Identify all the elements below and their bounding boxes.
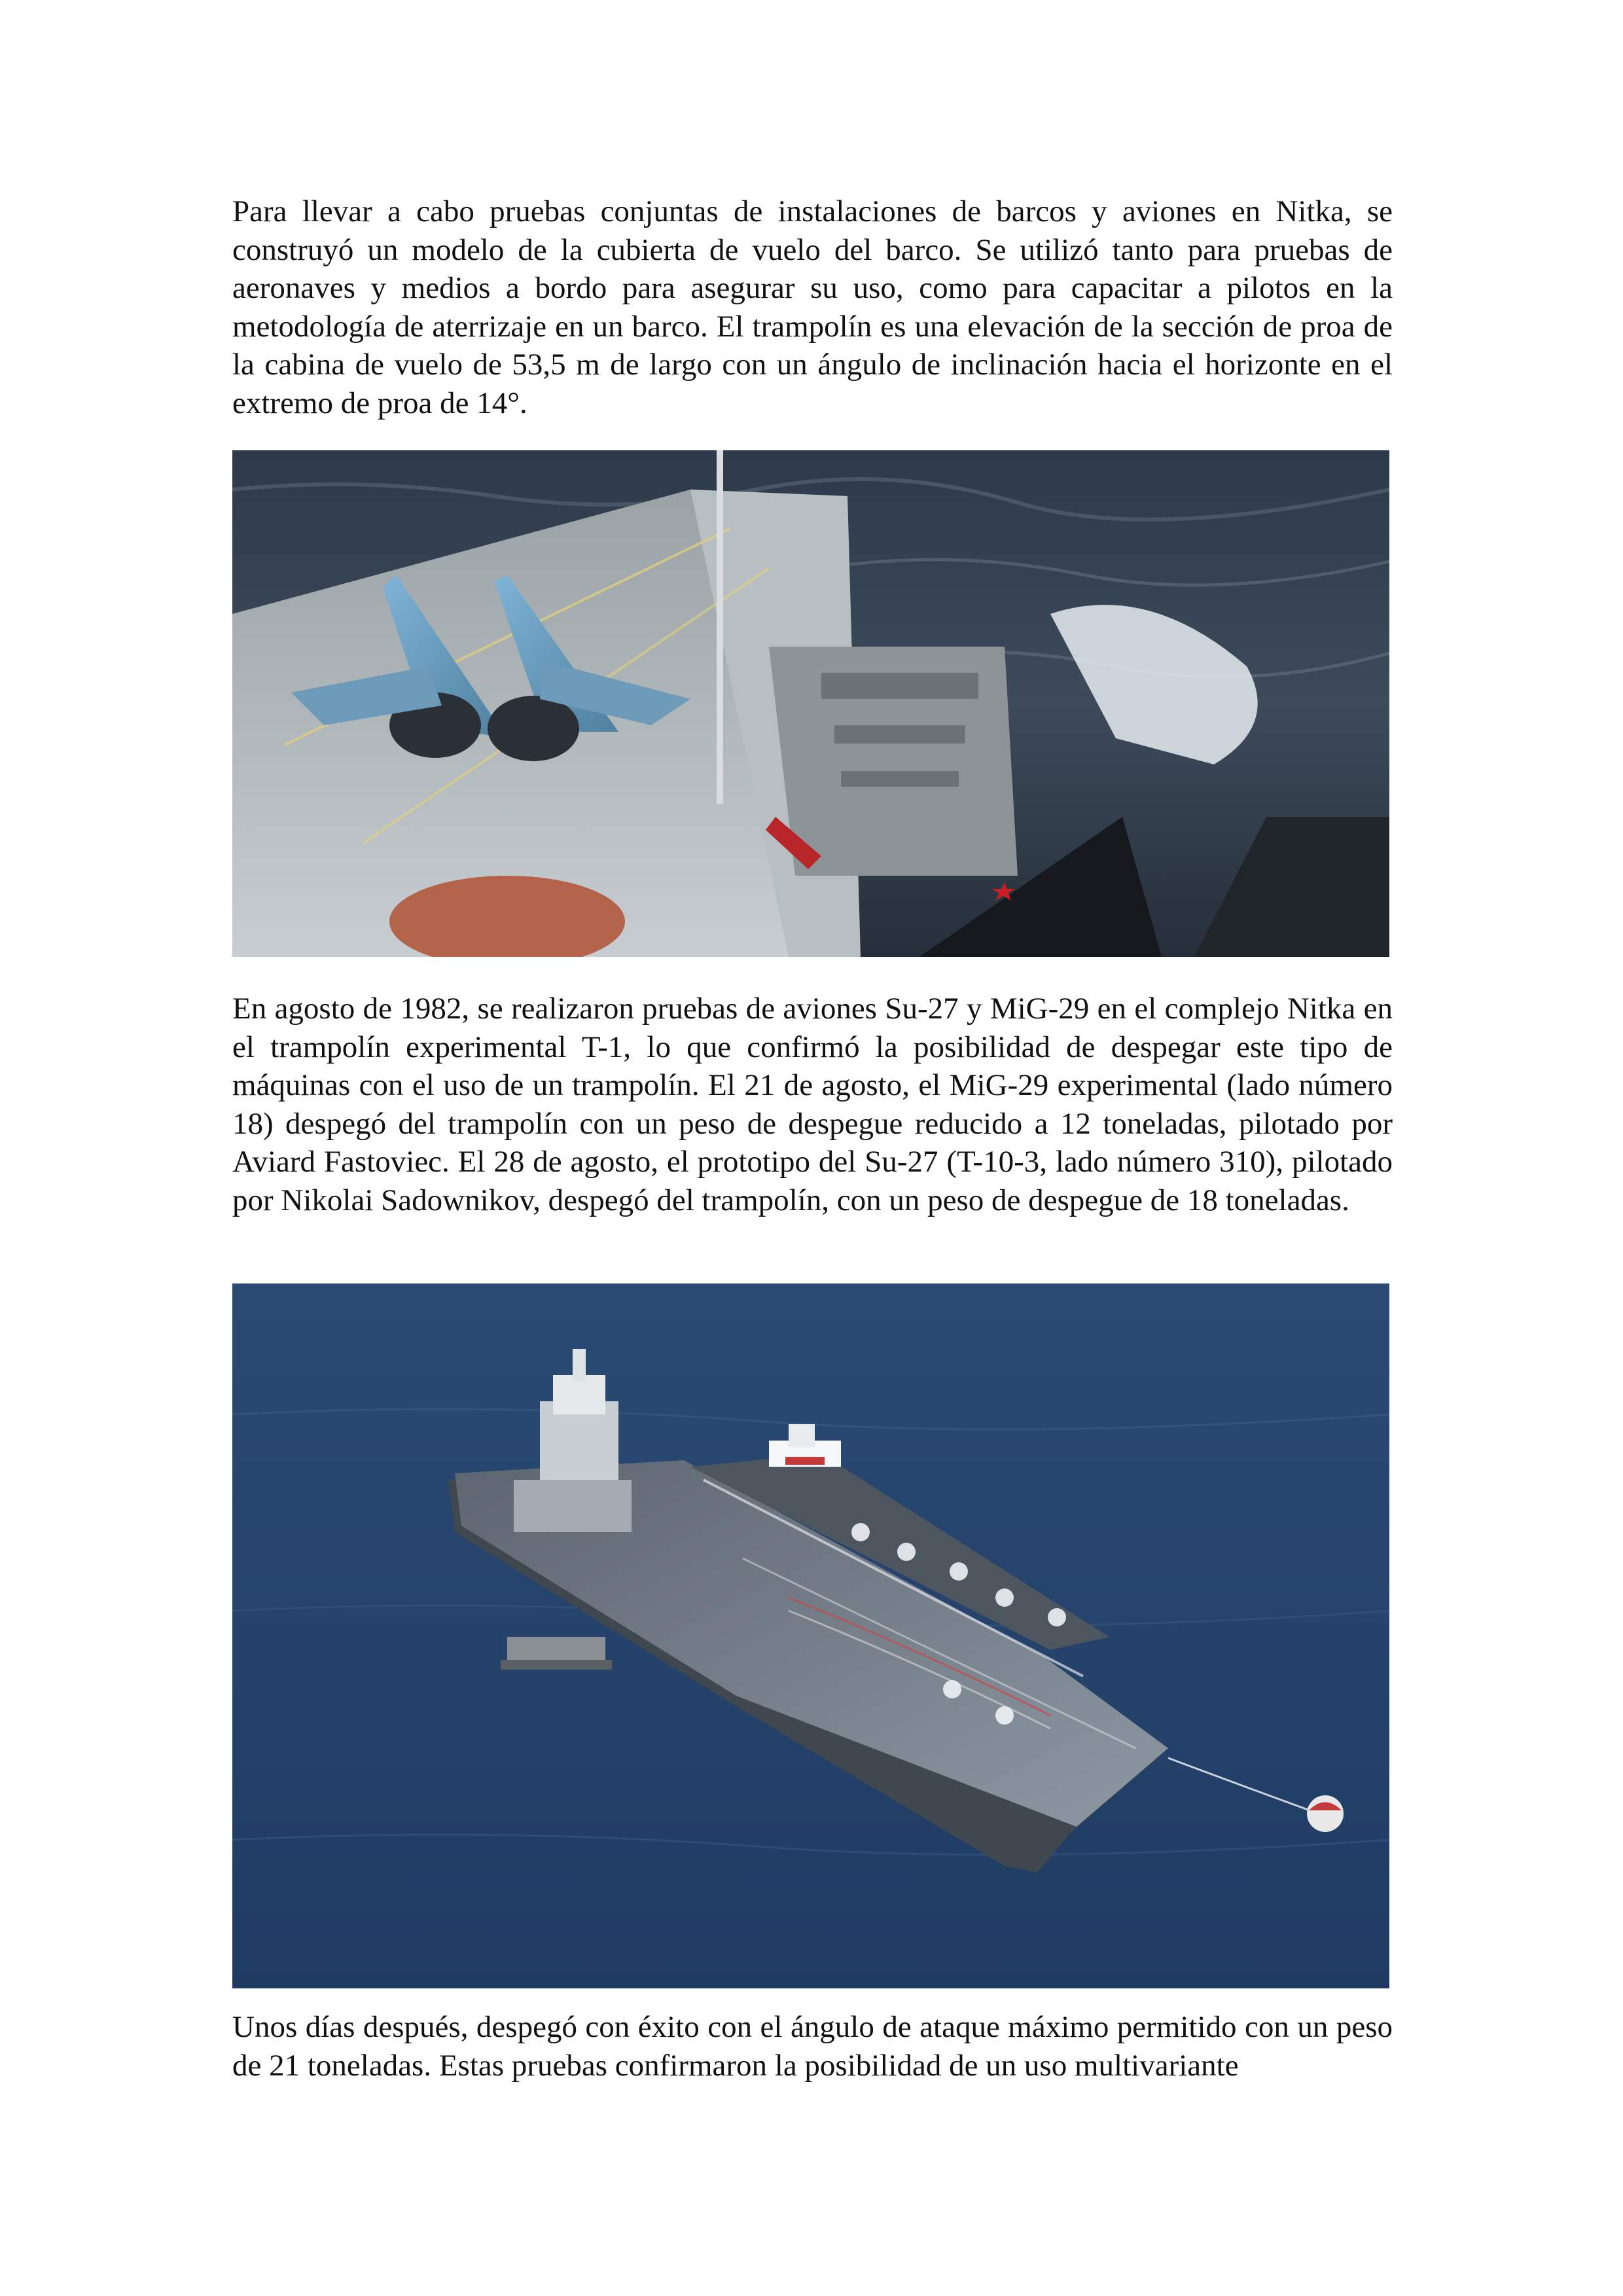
photo-carrier-deck-fighter — [232, 450, 1389, 957]
photo-aircraft-carrier-aerial — [232, 1283, 1389, 1988]
paragraph-2: En agosto de 1982, se realizaron pruebas de aviones Su-27 y MiG-29 en el complejo Nitka en el trampolín experimental T-1, lo que confirmó la posibilidad de despegar este tipo de máquinas con el uso de un trampolín. El 21 de agosto, el MiG-29 experimental (lado número 18) despegó del trampolín con un peso de despegue reducido a 12 toneladas, pilotado por Aviard Fastoviec. El 28 de agosto, el prototipo del Su-27 (T-10-3, lado número 310), pilotado por Nikolai Sadownikov, despegó del trampolín, con un peso de despegue de 18 toneladas. — [232, 992, 1393, 1217]
paragraph-3: Unos días después, despegó con éxito con el ángulo de ataque máximo permitido con un peso de 21 toneladas. Estas pruebas confirmaron la posibilidad de un uso multivariante — [232, 2010, 1393, 2083]
paragraph-1: Para llevar a cabo pruebas conjuntas de instalaciones de barcos y aviones en Nitka, se construyó un modelo de la cubierta de vuelo del barco. Se utilizó tanto para pruebas de aeronaves y medios a bordo para asegurar su uso, como para capacitar a pilotos en la metodología de aterrizaje en un barco. El trampolín es una elevación de la sección de proa de la cabina de vuelo de 53,5 m de largo con un ángulo de inclinación hacia el horizonte en el extremo de proa de 14°. — [232, 194, 1393, 420]
